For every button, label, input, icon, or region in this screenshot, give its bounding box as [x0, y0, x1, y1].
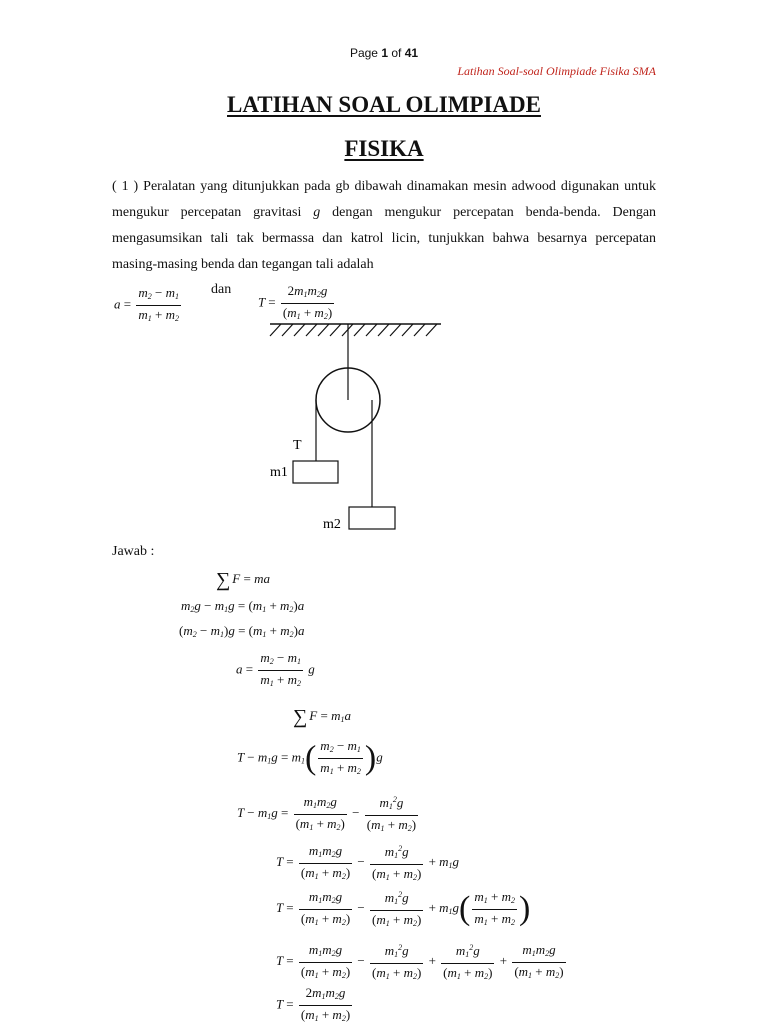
formula-acceleration: a = $\frac{m_2 - m_1}{m_1 + m_2}$: [114, 285, 179, 323]
problem-number: ( 1 ): [112, 179, 139, 194]
tension-label: T: [293, 438, 302, 453]
page-of: of: [391, 46, 402, 60]
eq-acceleration-result: a = $\frac{m_2 - m_1}{m_1 + m_2}$ g: [236, 650, 315, 688]
document-title-line2: FISIKA: [344, 136, 424, 161]
solution-label: Jawab :: [112, 544, 155, 559]
eq-newton-second-law: ∑ F = ma: [216, 569, 270, 591]
mass2-block: [349, 507, 395, 529]
ceiling-support: [270, 324, 441, 336]
problem-text-part2: dengan mengukur percepatan benda-benda. Dengan mengasumsikan tali tak bermassa dan katrol licin, tunjukkan bahwa besarnya percepatan masing-masing benda dan tegangan tali adalah: [112, 205, 657, 272]
eq-step-6: T = $\frac{m_1m_2g}{(m_1 + m_2)}$ − $\frac{m_1^2g}{(m_1 + m_2)}$ + $m_1g$( $\frac{m_1 + m_2}{m_1 + m_2}$ ): [276, 886, 530, 932]
eq-step-1: $m_2g - m_1g = (m_1 + m_2)a$: [181, 598, 305, 614]
eq-step-3: $T - m_1g = m_1$( $\frac{m_2 - m_1}{m_1 + m_2}$ )g: [237, 738, 383, 777]
running-title: Latihan Soal-soal Olimpiade Fisika SMA: [457, 64, 656, 78]
formula-tension: T = $\frac{2m_1m_2g}{(m_1 + m_2)}$: [258, 283, 333, 321]
page-total: 41: [404, 46, 419, 60]
mass1-label: m1: [270, 465, 288, 480]
eq-step-5: T = $\frac{m_1m_2g}{(m_1 + m_2)}$ − $\frac{m_1^2g}{(m_1 + m_2)}$ + $m_1g$: [276, 840, 459, 886]
eq-newton-mass1: ∑ $F = m_1a$: [293, 706, 351, 728]
eq-step-4: $T - m_1g$ = $\frac{m_1m_2g}{(m_1 + m_2)}$ − $\frac{m_1^2g}{(m_1 + m_2)}$: [237, 791, 420, 837]
g-symbol: g: [313, 205, 321, 220]
problem-text-part1: Peralatan yang ditunjukkan pada gb dibawah dinamakan mesin adwood digunakan untuk mengukur percepatan gravitasi: [112, 179, 657, 220]
mass1-block: [293, 461, 338, 483]
mass2-label: m2: [323, 517, 341, 532]
eq-step-2: $(m_2 - m_1)g = (m_1 + m_2)a$: [179, 623, 305, 639]
connector-dan: dan: [211, 282, 232, 297]
page-current: 1: [381, 46, 388, 60]
eq-step-7: T = $\frac{m_1m_2g}{(m_1 + m_2)}$ − $\frac{m_1^2g}{(m_1 + m_2)}$ + $\frac{m_1^2g}{(m_1 + m_2)}$ + $\frac{m_1m_2g}{(m_1 + m_2)}$: [276, 939, 568, 985]
eq-tension-result: T = $\frac{2m_1m_2g}{(m_1 + m_2)}$: [276, 985, 351, 1023]
page-label: Page: [349, 46, 378, 60]
document-title-line1: LATIHAN SOAL OLIMPIADE: [227, 92, 541, 117]
